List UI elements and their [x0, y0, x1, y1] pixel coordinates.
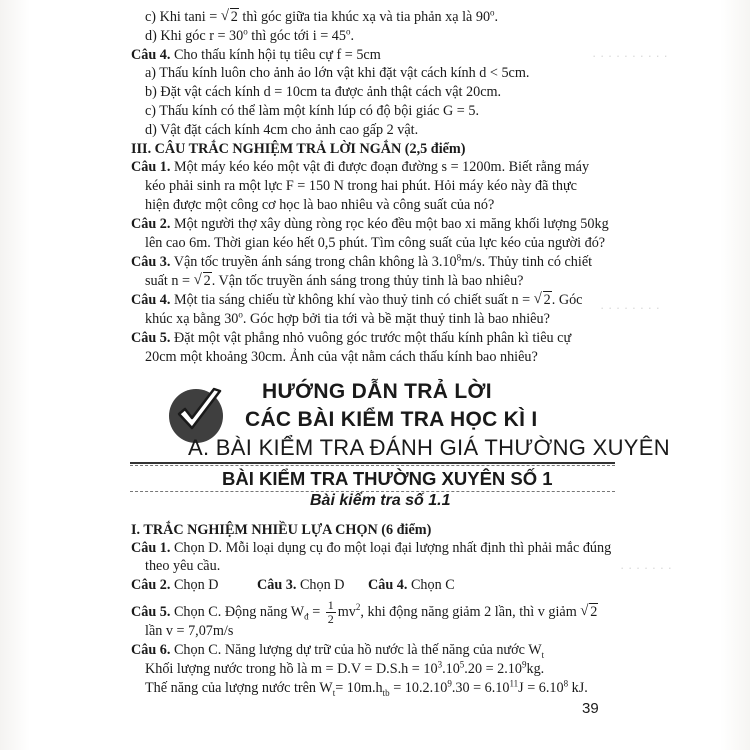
short-q5-line2: 20cm một khoảng 30cm. Ảnh của vật nằm cách thấu kính bao nhiêu? [145, 349, 538, 365]
short-q1-line1: Câu 1. Một máy kéo kéo một vật đi được đoạn đường s = 1200m. Biết rằng máy [131, 159, 590, 175]
short-q4-line2: khúc xạ bằng 30$^o$. Góc hợp bởi tia tới và bề mặt thuỷ tinh là bao nhiêu? [145, 309, 550, 327]
answer-6-line2: Khối lượng nước trong hồ là $m = D.V = D.S.h = 10^3.10^5.20 = 2.10^9kg$. [145, 659, 545, 677]
q4-option-d: d) Vật đặt cách kính 4cm cho ảnh cao gấp 2 vật. [145, 122, 419, 138]
answer-6-line3: Thế năng của lượng nước trên $W_t= 10m.h_{tb} = 10.2.10^9.30 = 6.10^{11}J = 6.10^8$ kJ. [145, 678, 588, 698]
test-title: BÀI KIỂM TRA THƯỜNG XUYÊN SỐ 1 [222, 468, 553, 489]
q4-option-a: a) Thấu kính luôn cho ảnh ảo lớn vật khi đặt vật cách kính d < 5cm. [145, 65, 530, 81]
question-4: Câu 4. Cho thấu kính hội tụ tiêu cự f = 5cm [131, 47, 381, 63]
divider-dashed [130, 465, 615, 466]
bleed-through-text: · · · · · · · · · · [592, 48, 668, 63]
section-3-heading: III. CÂU TRẮC NGHIỆM TRẢ LỜI NGẮN (2,5 điểm) [131, 141, 466, 157]
short-q3-line2: suất n = √ 2. Vận tốc truyền ánh sáng trong thủy tinh là bao nhiêu? [145, 272, 523, 290]
option-d-line: d) Khi góc $r = 30^o$ thì góc tới $i = 45^o$. [145, 26, 355, 44]
short-q2-line2: lên cao 6m. Thời gian kéo hết 0,5 phút. Tìm công suất của lực kéo của người đó? [145, 235, 606, 251]
answer-4: Câu 4. Chọn C [368, 577, 455, 593]
answer-guide-subtitle: CÁC BÀI KIỂM TRA HỌC KÌ I [245, 408, 538, 431]
answers-section-1-heading: I. TRẮC NGHIỆM NHIỀU LỰA CHỌN (6 điểm) [131, 522, 432, 538]
short-q5-line1: Câu 5. Đặt một vật phẳng nhỏ vuông góc trước một thấu kính phân kì tiêu cự [131, 330, 572, 346]
short-q3-line1: Câu 3. Vận tốc truyền ánh sáng trong chân không là 3.10$^8$m/s. Thủy tinh có chiết [131, 252, 593, 270]
section-a-title: A. BÀI KIỂM TRA ĐÁNH GIÁ THƯỜNG XUYÊN [188, 435, 670, 460]
bleed-through-text: · · · · · · · · [600, 300, 660, 315]
answer-guide-title: HƯỚNG DẪN TRẢ LỜI [262, 380, 492, 403]
short-q4-line1: Câu 4. Một tia sáng chiếu từ không khí vào thuỷ tinh có chiết suất n = √ 2. Góc [131, 291, 582, 309]
short-q1-line3: hiện được một công cơ học là bao nhiêu và công suất của nó? [145, 197, 495, 213]
answer-1-line2: theo yêu cầu. [145, 558, 221, 574]
divider-line [130, 462, 615, 464]
page-number: 39 [582, 700, 599, 717]
q4-option-c: c) Thấu kính có thể làm một kính lúp có độ bội giác G = 5. [145, 103, 479, 119]
answer-5-line1: Câu 5. Chọn C. Động năng $W_đ$ = $\frac{1}{2}$ $mv^2$, khi động năng giảm 2 lần, thì v giảm √ 2 [131, 599, 598, 626]
answer-3: Câu 3. Chọn D [257, 577, 345, 593]
short-q2-line1: Câu 2. Một người thợ xây dùng ròng rọc kéo đều một bao xi măng khối lượng 50kg [131, 216, 609, 232]
test-subtitle: Bài kiểm tra số 1.1 [310, 492, 451, 509]
answer-2: Câu 2. Chọn D [131, 577, 219, 593]
answer-6-line1: Câu 6. Chọn C. Năng lượng dự trữ của hồ nước là thế năng của nước $W_t$ [131, 642, 545, 660]
bleed-through-text: · · · · · · · [620, 560, 672, 575]
option-c-line: c) Khi tani = √ 2 thì góc giữa tia khúc xạ và tia phản xạ là 90$^o$. [145, 8, 498, 26]
answer-1-line1: Câu 1. Chọn D. Mỗi loại dụng cụ đo một loại đại lượng nhất định thì phải mắc đúng [131, 540, 612, 556]
q4-option-b: b) Đặt vật cách kính d = 10cm ta được ảnh thật cách vật 20cm. [145, 84, 502, 100]
answer-5-line2: lần v = 7,07m/s [145, 623, 234, 639]
short-q1-line2: kéo phải sinh ra một lực F = 150 N trong hai phút. Hỏi máy kéo này đã thực [145, 178, 577, 194]
